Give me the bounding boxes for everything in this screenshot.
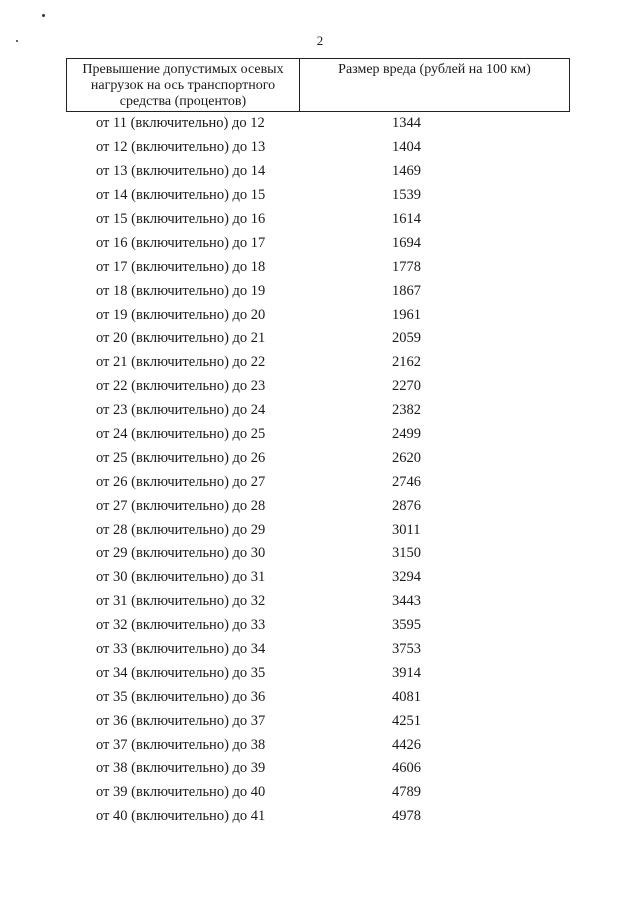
damage-value: 3914 <box>392 664 421 681</box>
damage-value: 4978 <box>392 808 421 825</box>
damage-value: 2270 <box>392 378 421 395</box>
table-row <box>0 160 640 184</box>
overload-range: от 21 (включительно) до 22 <box>96 354 266 371</box>
damage-value: 2499 <box>392 426 421 443</box>
overload-range: от 22 (включительно) до 23 <box>96 378 266 395</box>
overload-range: от 29 (включительно) до 30 <box>96 545 266 562</box>
overload-range: от 17 (включительно) до 18 <box>96 258 266 275</box>
damage-value: 1539 <box>392 187 421 204</box>
damage-value: 1469 <box>392 163 421 180</box>
table-row <box>0 661 640 685</box>
table-row <box>0 614 640 638</box>
damage-value: 2059 <box>392 330 421 347</box>
table-row <box>0 781 640 805</box>
damage-value: 3150 <box>392 545 421 562</box>
table-row <box>0 208 640 232</box>
damage-value: 4081 <box>392 688 421 705</box>
table-row <box>0 255 640 279</box>
overload-range: от 20 (включительно) до 21 <box>96 330 266 347</box>
damage-value: 1404 <box>392 139 421 156</box>
table-row <box>0 638 640 662</box>
damage-value: 1961 <box>392 306 421 323</box>
overload-range: от 18 (включительно) до 19 <box>96 282 266 299</box>
table-row <box>0 112 640 136</box>
table-row <box>0 757 640 781</box>
table-row <box>0 184 640 208</box>
overload-range: от 38 (включительно) до 39 <box>96 760 266 777</box>
damage-value: 4426 <box>392 736 421 753</box>
overload-range: от 15 (включительно) до 16 <box>96 211 266 227</box>
damage-value: 2162 <box>392 354 421 371</box>
damage-value: 2620 <box>392 449 421 466</box>
table-row <box>0 446 640 470</box>
damage-value: 1778 <box>392 258 421 275</box>
table-row <box>0 566 640 590</box>
overload-range: от 26 (включительно) до 27 <box>96 473 266 490</box>
overload-range: от 14 (включительно) до 15 <box>96 187 266 204</box>
overload-range: от 16 (включительно) до 17 <box>96 234 266 251</box>
table-row <box>0 399 640 423</box>
overload-range: от 28 (включительно) до 29 <box>96 521 266 538</box>
overload-range: от 12 (включительно) до 13 <box>96 139 266 156</box>
table-row <box>0 590 640 614</box>
overload-range: от 40 (включительно) до 41 <box>96 808 266 825</box>
overload-range: от 23 (включительно) до 24 <box>96 402 266 419</box>
overload-range: от 31 (включительно) до 32 <box>96 593 266 610</box>
table-header <box>66 58 570 112</box>
overload-range: от 36 (включительно) до 37 <box>96 712 266 729</box>
overload-range: от 30 (включительно) до 31 <box>96 569 266 586</box>
page-number: 2 <box>316 33 324 48</box>
table-body <box>0 112 640 829</box>
table-row <box>0 303 640 327</box>
damage-value: 3595 <box>392 617 421 634</box>
overload-range: от 34 (включительно) до 35 <box>96 664 266 681</box>
damage-value: 4789 <box>392 784 421 801</box>
overload-range: от 24 (включительно) до 25 <box>96 426 266 443</box>
table-row <box>0 423 640 447</box>
overload-range: от 25 (включительно) до 26 <box>96 449 266 466</box>
overload-range: от 27 (включительно) до 28 <box>96 497 266 514</box>
table-row <box>0 470 640 494</box>
header-damage-amount: Размер вреда (рублей на 100 км) <box>338 62 531 77</box>
scan-speck <box>42 14 45 17</box>
header-overload-percent: Превышение допустимых осевых нагрузок на ось транспортного средства (процентов) <box>67 59 300 111</box>
table-row <box>0 136 640 160</box>
table-row <box>0 375 640 399</box>
overload-range: от 32 (включительно) до 33 <box>96 617 266 634</box>
table-row <box>0 518 640 542</box>
overload-range: от 39 (включительно) до 40 <box>96 784 266 801</box>
damage-value: 2746 <box>392 473 421 490</box>
table-row <box>0 351 640 375</box>
table-row <box>0 709 640 733</box>
overload-range: от 11 (включительно) до 12 <box>96 115 265 132</box>
damage-value: 3294 <box>392 569 421 586</box>
table-row <box>0 805 640 829</box>
overload-range: от 13 (включительно) до 14 <box>96 163 266 180</box>
damage-value: 1614 <box>392 211 421 227</box>
table-row <box>0 494 640 518</box>
damage-value: 3443 <box>392 593 421 610</box>
damage-value: 2382 <box>392 402 421 419</box>
damage-value: 1344 <box>392 115 421 132</box>
overload-range: от 19 (включительно) до 20 <box>96 306 266 323</box>
table-row <box>0 231 640 255</box>
damage-value: 3753 <box>392 641 421 658</box>
table-row <box>0 542 640 566</box>
overload-range: от 35 (включительно) до 36 <box>96 688 266 705</box>
damage-value: 3011 <box>392 521 421 538</box>
damage-value: 2876 <box>392 497 421 514</box>
damage-value: 4606 <box>392 760 421 777</box>
table-row <box>0 327 640 351</box>
damage-value: 4251 <box>392 712 421 729</box>
overload-range: от 33 (включительно) до 34 <box>96 641 266 658</box>
damage-value: 1867 <box>392 282 421 299</box>
table-row <box>0 685 640 709</box>
damage-value: 1694 <box>392 234 421 251</box>
table-row <box>0 279 640 303</box>
overload-range: от 37 (включительно) до 38 <box>96 736 266 753</box>
table-row <box>0 733 640 757</box>
